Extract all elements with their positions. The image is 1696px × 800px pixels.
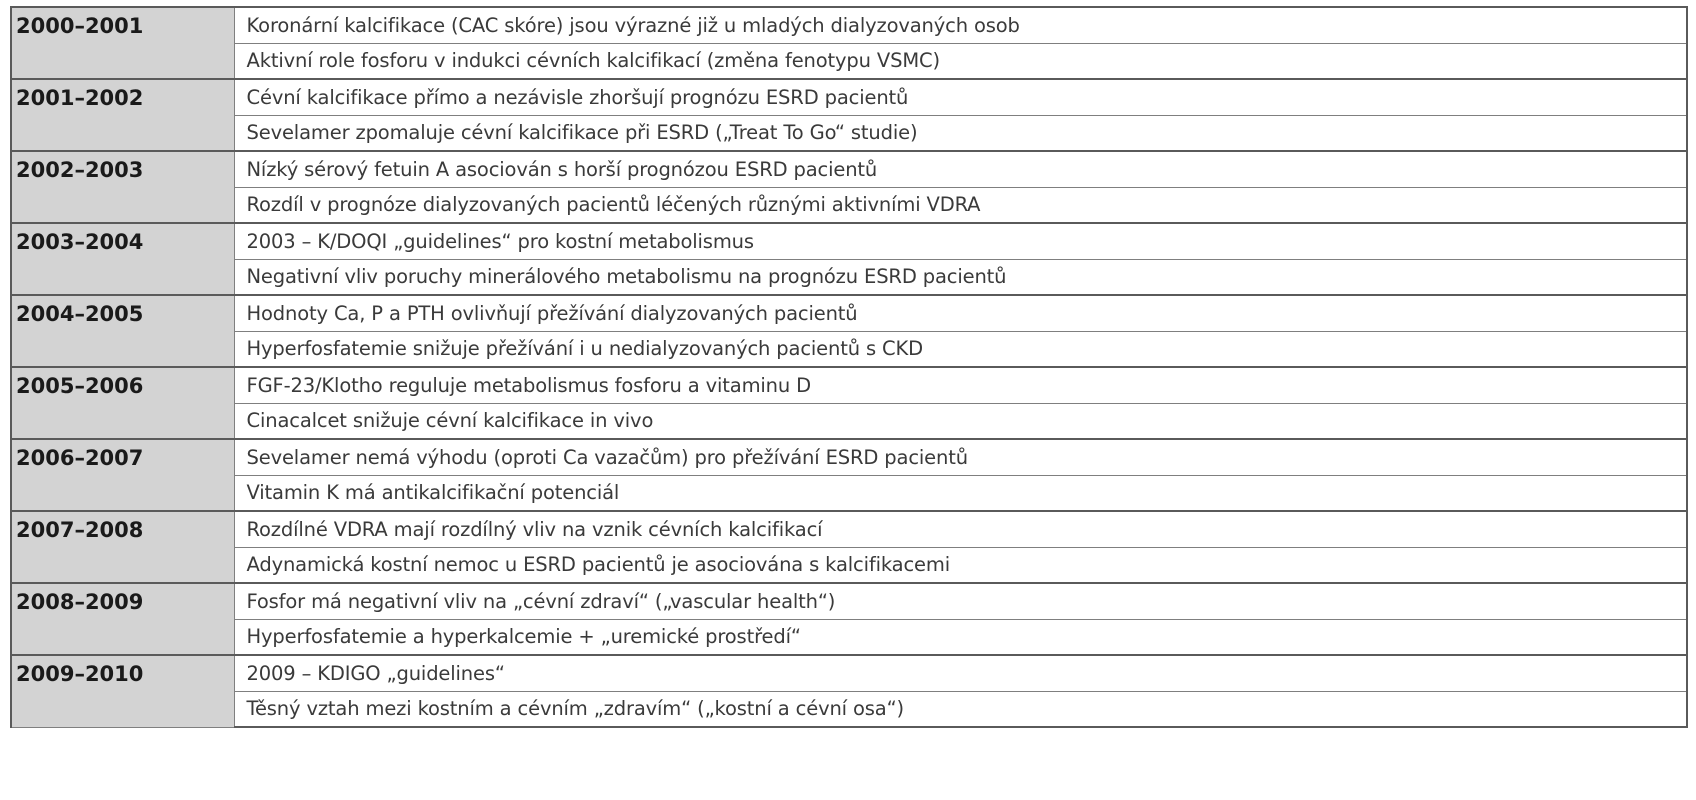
table-row [11,43,1687,79]
period-cell: 2004–2005 [11,295,234,367]
timeline-table [10,6,1688,728]
finding-cell: Aktivní role fosforu v indukci cévních kalcifikací (změna fenotypu VSMC) [234,43,1687,79]
finding-cell: Cévní kalcifikace přímo a nezávisle zhoršují prognózu ESRD pacientů [234,79,1687,115]
period-cell: 2005–2006 [11,367,234,439]
finding-cell: 2009 – KDIGO „guidelines“ [234,655,1687,691]
table-row [11,259,1687,295]
table-row [11,583,1687,619]
table-row [11,691,1687,727]
finding-cell: Hyperfosfatemie a hyperkalcemie + „uremické prostředí“ [234,619,1687,655]
period-cell: 2001–2002 [11,79,234,151]
table-row [11,7,1687,43]
table-row [11,295,1687,331]
period-cell: 2008–2009 [11,583,234,655]
finding-cell: Negativní vliv poruchy minerálového metabolismu na prognózu ESRD pacientů [234,259,1687,295]
period-cell: 2006–2007 [11,439,234,511]
finding-cell: Nízký sérový fetuin A asociován s horší prognózou ESRD pacientů [234,151,1687,187]
finding-cell: Koronární kalcifikace (CAC skóre) jsou výrazné již u mladých dialyzovaných osob [234,7,1687,43]
table-row [11,403,1687,439]
table-row [11,655,1687,691]
period-cell: 2002–2003 [11,151,234,223]
finding-cell: Těsný vztah mezi kostním a cévním „zdravím“ („kostní a cévní osa“) [234,691,1687,727]
finding-cell: Sevelamer zpomaluje cévní kalcifikace při ESRD („Treat To Go“ studie) [234,115,1687,151]
table-row [11,331,1687,367]
table-row [11,79,1687,115]
table-row [11,115,1687,151]
table-row [11,151,1687,187]
table-row [11,547,1687,583]
table-row [11,187,1687,223]
timeline-body [11,7,1687,727]
period-cell: 2003–2004 [11,223,234,295]
finding-cell: Rozdíl v prognóze dialyzovaných pacientů léčených různými aktivními VDRA [234,187,1687,223]
finding-cell: Cinacalcet snižuje cévní kalcifikace in vivo [234,403,1687,439]
finding-cell: Hodnoty Ca, P a PTH ovlivňují přežívání dialyzovaných pacientů [234,295,1687,331]
finding-cell: Rozdílné VDRA mají rozdílný vliv na vznik cévních kalcifikací [234,511,1687,547]
finding-cell: Adynamická kostní nemoc u ESRD pacientů je asociována s kalcifikacemi [234,547,1687,583]
finding-cell: Sevelamer nemá výhodu (oproti Ca vazačům) pro přežívání ESRD pacientů [234,439,1687,475]
period-cell: 2009–2010 [11,655,234,727]
table-row [11,511,1687,547]
finding-cell: FGF-23/Klotho reguluje metabolismus fosforu a vitaminu D [234,367,1687,403]
finding-cell: Hyperfosfatemie snižuje přežívání i u nedialyzovaných pacientů s CKD [234,331,1687,367]
table-row [11,475,1687,511]
period-cell: 2000–2001 [11,7,234,79]
finding-cell: Vitamin K má antikalcifikační potenciál [234,475,1687,511]
table-row [11,367,1687,403]
table-row [11,223,1687,259]
table-row [11,439,1687,475]
finding-cell: 2003 – K/DOQI „guidelines“ pro kostní metabolismus [234,223,1687,259]
table-row [11,619,1687,655]
finding-cell: Fosfor má negativní vliv na „cévní zdraví“ („vascular health“) [234,583,1687,619]
period-cell: 2007–2008 [11,511,234,583]
